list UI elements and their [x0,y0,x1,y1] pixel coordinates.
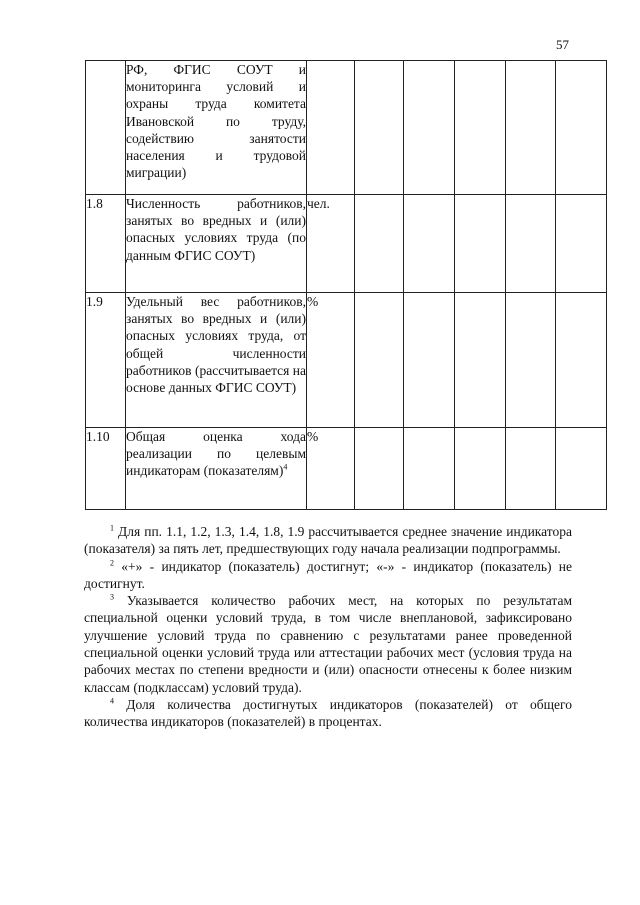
indicator-name: Численность работников, занятых во вредных и (или) опасных условиях труда (по данным ФГИС СОУТ) [126,195,307,293]
value-cell [455,61,506,195]
value-cell [556,61,607,195]
indicator-name: РФ, ФГИС СОУТ и мониторинга условий и охраны труда комитета Ивановской по труду, содействию занятости населения и трудовой миграции) [126,61,307,195]
row-number: 1.10 [86,428,126,510]
value-cell [404,293,455,428]
footnote-mark: 2 [110,558,114,568]
value-cell [455,195,506,293]
value-cell [506,428,556,510]
value-cell [556,195,607,293]
value-cell [404,428,455,510]
table-row [86,293,607,428]
footnote-text: Доля количества достигнутых индикаторов (показателей) от общего количества индикаторов (показателей) в процентах. [84,696,572,730]
row-number: 1.9 [86,293,126,428]
value-cell [556,293,607,428]
footnote-mark: 3 [110,592,114,602]
value-cell [455,428,506,510]
value-cell [506,61,556,195]
value-cell [355,428,404,510]
value-cell [355,195,404,293]
page-number: 57 [556,37,569,52]
table-row [86,195,607,293]
table-row [86,428,607,510]
unit-of-measure [307,61,355,195]
unit-of-measure: чел. [307,195,355,293]
footnote-ref: 4 [283,462,288,472]
value-cell [404,61,455,195]
unit-of-measure: % [307,293,355,428]
indicator-name: Общая оценка хода реализации по целевым индикаторам (показателям)$^4$ [126,428,307,510]
footnote-mark: 4 [110,696,114,706]
footnote-text: «+» - индикатор (показатель) достигнут; «-» - индикатор (показатель) не достигнут. [84,558,573,591]
footnote [84,558,572,593]
indicators-table [85,60,607,510]
footnote [84,523,572,558]
indicator-name: Удельный вес работников, занятых во вредных и (или) опасных условиях труда, от общей численности работников (рассчитывается на основе данных ФГИС СОУТ) [126,293,307,428]
footnote-mark: 1 [110,523,114,533]
footnote [84,592,572,696]
value-cell [455,293,506,428]
footnote-text: Указывается количество рабочих мест, на которых по результатам специальной оценки условий труда, в том числе внеплановой, зафиксировано улучшение условий труда по сравнению с результатами ранее проведенной специальной оценки условий труда или аттестации рабочих мест (условия труда на рабочих местах по степени вредности и (или) опасности отнесены к более низким классам (подклассам) условий труда). [84,593,573,695]
footnotes [84,523,572,731]
value-cell [506,195,556,293]
value-cell [404,195,455,293]
value-cell [355,293,404,428]
footnote-text: Для пп. 1.1, 1.2, 1.3, 1.4, 1.8, 1.9 рассчитывается среднее значение индикатора (показателя) за пять лет, предшествующих году начала реализации подпрограммы. [84,524,573,557]
row-number: 1.8 [86,195,126,293]
row-number [86,61,126,195]
unit-of-measure: % [307,428,355,510]
footnote [84,696,572,731]
value-cell [506,293,556,428]
table-row [86,61,607,195]
value-cell [355,61,404,195]
value-cell [556,428,607,510]
